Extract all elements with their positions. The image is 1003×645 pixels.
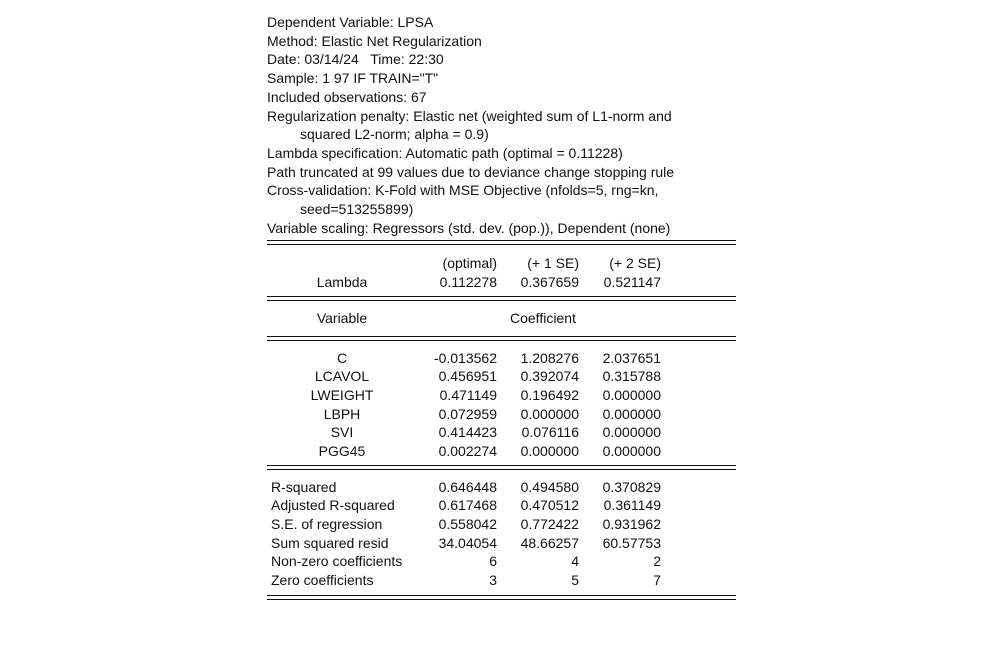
cell-value: 3: [489, 572, 497, 589]
statistic-row: [267, 496, 737, 515]
statistic-row: [267, 515, 737, 534]
header-block: [267, 13, 737, 237]
cell-value: 0.196492: [520, 386, 579, 403]
cell-value: 0.772422: [520, 516, 579, 532]
estimation-output: [267, 13, 737, 600]
lambda-col-headers: [267, 254, 737, 273]
lambda-label: Lambda: [316, 274, 368, 291]
cell-value: 0.392074: [520, 368, 579, 385]
cell-value: 0.000000: [520, 442, 579, 459]
cell-value: 48.66257: [520, 534, 579, 551]
coefficient-row: [267, 423, 737, 442]
cell-value: 0.000000: [520, 405, 579, 422]
row-label: LBPH: [323, 405, 361, 422]
cell-value: 0.456951: [438, 368, 497, 385]
coefficient-row: [267, 349, 737, 368]
cell-value: 0.002274: [438, 442, 497, 459]
cell-value: 5: [571, 572, 579, 589]
sample: Sample: 1 97 IF TRAIN="T": [267, 70, 439, 87]
cell-value: 2.037651: [602, 349, 661, 366]
cell-value: 6: [489, 553, 497, 570]
dependent-variable: Dependent Variable: LPSA: [267, 14, 434, 30]
statistic-row: [267, 478, 737, 497]
statistics-table: [267, 470, 737, 595]
lambda-table: [267, 245, 737, 295]
coefficient-table: [267, 341, 737, 465]
cell-value: 0.000000: [602, 424, 661, 441]
col-header-optimal: (optimal): [442, 255, 497, 272]
cell-value: 0.931962: [602, 516, 661, 532]
variable-scaling: Variable scaling: Regressors (std. dev. (pop.)), Dependent (none): [267, 219, 671, 236]
cell-value: 0.361149: [603, 497, 661, 514]
cell-value: 0.315788: [602, 368, 661, 385]
row-label: Sum squared resid: [271, 534, 389, 551]
regularization-penalty-cont: squared L2-norm; alpha = 0.9): [300, 126, 489, 143]
date-time: Date: 03/14/24 Time: 22:30: [267, 51, 444, 68]
cell-value: 0.000000: [602, 442, 661, 459]
statistic-row: [267, 534, 737, 553]
coefficient-row: [267, 405, 737, 424]
statistic-row: [267, 552, 737, 571]
row-label: Non-zero coefficients: [271, 553, 403, 570]
cell-value: 0.617468: [438, 497, 497, 514]
coefficient-row: [267, 386, 737, 405]
cross-validation-cont: seed=513255899): [300, 201, 414, 218]
cell-value: 0.558042: [438, 516, 497, 532]
coefficient-header: [267, 301, 737, 336]
row-label: R-squared: [271, 478, 337, 495]
cell-value: 2: [653, 553, 661, 570]
cell-value: 4: [571, 553, 579, 570]
lambda-specification: Lambda specification: Automatic path (optimal = 0.11228): [267, 144, 623, 161]
coefficient-row: [267, 442, 737, 461]
coefficient-row: [267, 367, 737, 386]
row-label: Adjusted R-squared: [271, 497, 395, 514]
row-label: C: [336, 349, 348, 366]
cell-value: 0.646448: [438, 478, 497, 495]
included-observations: Included observations: 67: [267, 88, 427, 105]
cell-value: 0.494580: [520, 478, 579, 495]
col-header-2se: (+ 2 SE): [609, 255, 661, 272]
cell-value: 0.072959: [438, 405, 497, 422]
lambda-value: 0.521147: [603, 274, 661, 291]
regularization-penalty: Regularization penalty: Elastic net (weighted sum of L1-norm and: [267, 107, 672, 124]
coefficient-header-label: Coefficient: [510, 309, 576, 326]
cell-value: 0.370829: [602, 478, 661, 495]
row-label: PGG45: [318, 442, 366, 459]
method: Method: Elastic Net Regularization: [267, 32, 482, 49]
lambda-value: 0.367659: [520, 274, 579, 291]
row-label: S.E. of regression: [271, 516, 383, 532]
statistic-row: [267, 571, 737, 590]
row-label: Zero coefficients: [271, 572, 374, 589]
cell-value: -0.013562: [433, 349, 497, 366]
lambda-value: 0.112278: [439, 274, 497, 291]
coefficient-header-row: [267, 309, 737, 328]
cell-value: 7: [653, 572, 661, 589]
cell-value: 0.000000: [602, 405, 661, 422]
cross-validation: Cross-validation: K-Fold with MSE Objective (nfolds=5, rng=kn,: [267, 182, 659, 199]
col-header-1se: (+ 1 SE): [527, 255, 579, 272]
cell-value: 0.000000: [602, 386, 661, 403]
row-label: LWEIGHT: [310, 386, 374, 403]
row-label: SVI: [330, 424, 354, 441]
variable-header: Variable: [316, 309, 368, 326]
divider: [267, 595, 736, 600]
cell-value: 34.04054: [438, 534, 497, 551]
cell-value: 0.414423: [438, 424, 497, 441]
cell-value: 1.208276: [520, 349, 579, 366]
row-label: LCAVOL: [314, 368, 370, 385]
cell-value: 60.57753: [602, 534, 661, 551]
path-truncation: Path truncated at 99 values due to deviance change stopping rule: [267, 163, 675, 180]
lambda-row: [267, 273, 737, 292]
cell-value: 0.471149: [439, 386, 497, 403]
cell-value: 0.470512: [520, 497, 579, 514]
cell-value: 0.076116: [521, 424, 579, 441]
